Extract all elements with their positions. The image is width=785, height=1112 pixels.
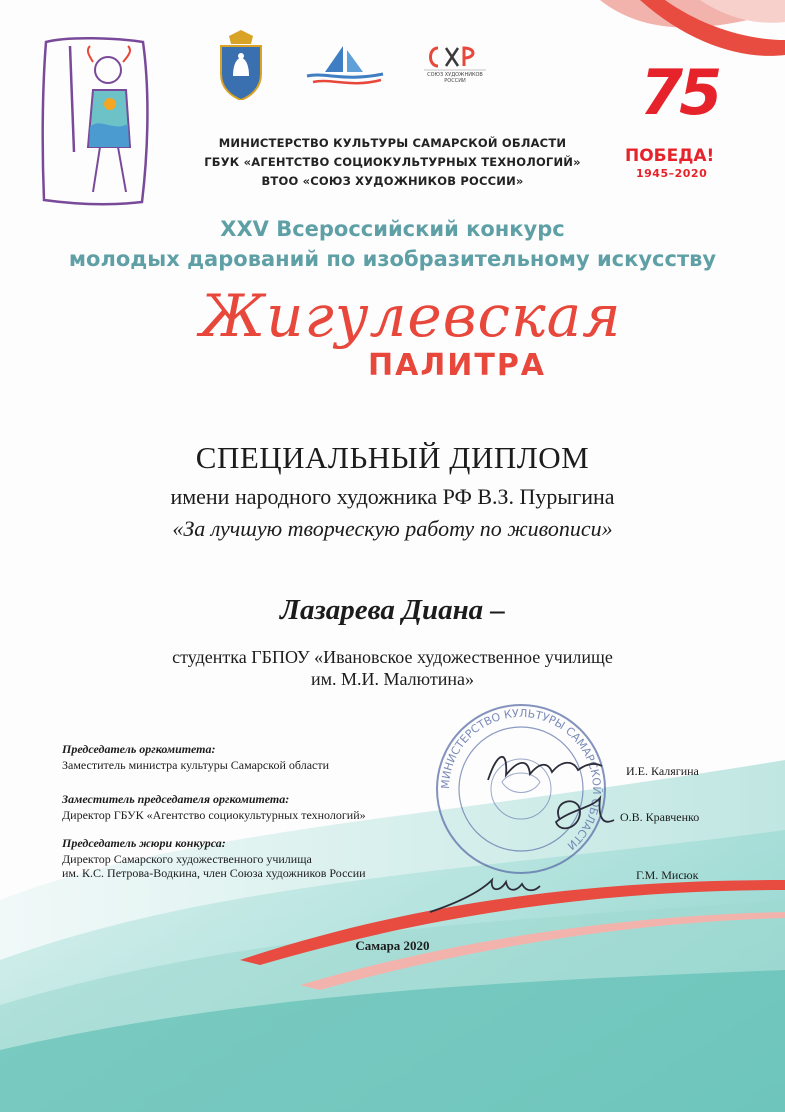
- signatory-role: Председатель жюри конкурса:: [62, 836, 226, 850]
- signatory-position: Заместитель министра культуры Самарской области: [62, 758, 330, 772]
- signatory-position: Директор ГБУК «Агентство социокультурных технологий»: [62, 808, 366, 822]
- contest-heading: [0, 214, 785, 274]
- signatory-position: им. К.С. Петрова-Водкина, член Союза художников России: [62, 866, 366, 880]
- organizer-line: МИНИСТЕРСТВО КУЛЬТУРЫ САМАРСКОЙ ОБЛАСТИ: [218, 136, 567, 150]
- city-year: Самара 2020: [355, 938, 430, 953]
- recipient-description-line: студентка ГБПОУ «Ивановское художественное училище: [172, 647, 613, 667]
- organizers-block: [0, 134, 785, 191]
- organizer-line: ВТОО «СОЮЗ ХУДОЖНИКОВ РОССИИ»: [261, 174, 524, 188]
- contest-line-1: XXV Всероссийский конкурс: [220, 217, 565, 241]
- victory-years: 1945–2020: [636, 167, 708, 180]
- recipient-name: Лазарева Диана –: [280, 594, 505, 626]
- diploma-title: СПЕЦИАЛЬНЫЙ ДИПЛОМ: [195, 440, 590, 475]
- agency-sail-logo-icon: [305, 44, 385, 89]
- organizer-line: ГБУК «АГЕНТСТВО СОЦИОКУЛЬТУРНЫХ ТЕХНОЛОГИЙ»: [204, 155, 581, 169]
- signature-kravchenko: [540, 790, 620, 840]
- artists-union-label: СОЮЗ ХУДОЖНИКОВ РОССИИ: [427, 72, 483, 84]
- contest-line-2: молодых дарований по изобразительному искусству: [68, 247, 717, 271]
- signatory-name: Г.М. Мисюк: [636, 868, 699, 882]
- contest-name-caps: ПАЛИТРА: [368, 348, 547, 383]
- signatory-position: Директор Самарского художественного училища: [62, 852, 312, 866]
- victory-word: ПОБЕДА!: [625, 146, 715, 166]
- contest-name-script: Жигулевская: [200, 282, 622, 350]
- diploma-nomination: «За лучшую творческую работу по живописи»: [172, 516, 613, 541]
- signatory-name: И.Е. Калягина: [626, 764, 699, 778]
- signatory-name: О.В. Кравченко: [620, 810, 700, 824]
- stamp-text: МИНИСТЕРСТВО КУЛЬТУРЫ САМАРСКОЙ ОБЛАСТИ: [438, 706, 604, 853]
- signature-misyuk: [420, 862, 560, 922]
- victory-75-number: 75: [640, 56, 719, 129]
- recipient-description: [0, 646, 785, 690]
- signatory-role: Председатель оргкомитета:: [62, 742, 216, 756]
- signatory-role: Заместитель председателя оргкомитета:: [62, 792, 290, 806]
- recipient-description-line: им. М.И. Малютина»: [311, 669, 474, 689]
- diploma-subtitle: имени народного художника РФ В.З. Пурыгина: [170, 484, 615, 509]
- samara-coat-of-arms-icon: [215, 30, 267, 100]
